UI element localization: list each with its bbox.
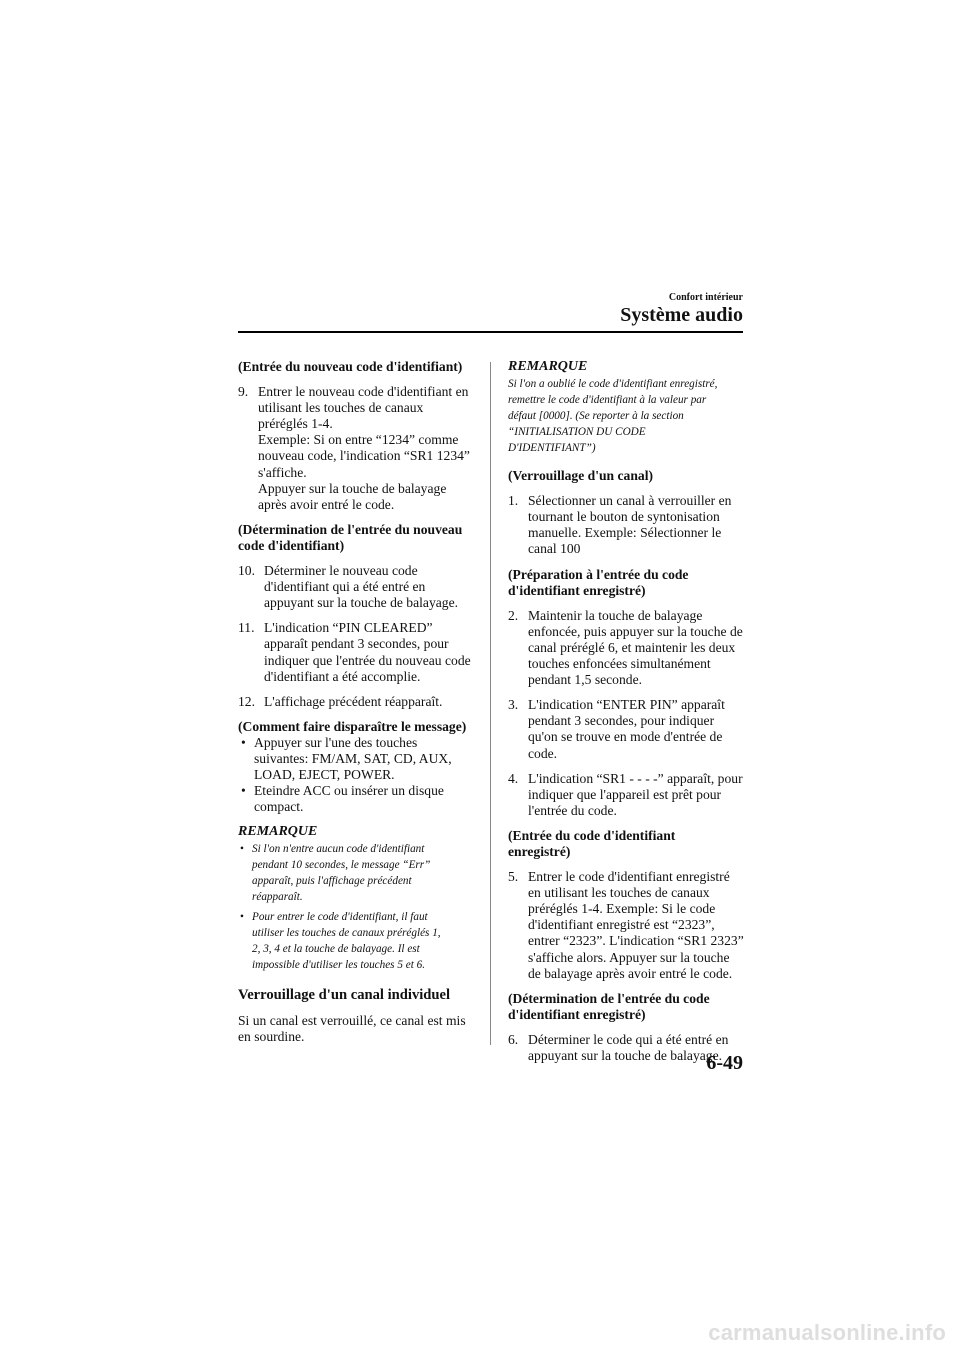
step-line: canal préréglé 6, et maintenir les deux [528, 639, 736, 655]
step-line: appuyant sur la touche de balayage. [264, 595, 459, 611]
bullet-line: compact. [254, 799, 304, 815]
step-line: indiquer que l'appareil est prêt pour [528, 786, 722, 802]
step-number: 9. [238, 384, 249, 400]
step-4 [508, 771, 744, 819]
paragraph-lock [238, 1013, 478, 1045]
heading-disappear: (Comment faire disparaître le message) [238, 718, 467, 734]
page-number: 6-49 [706, 1052, 743, 1074]
note-title: REMARQUE [508, 359, 588, 374]
step-number: 4. [508, 770, 519, 786]
step-line: apparaît pendant 3 secondes, pour [264, 636, 449, 652]
heading-line: d'identifiant enregistré) [508, 582, 646, 598]
step-line: appuyant sur la touche de balayage. [528, 1048, 723, 1063]
column-divider [490, 362, 491, 1045]
step-line: L'affichage précédent réapparaît. [264, 693, 443, 709]
watermark: carmanualsonline.info [708, 1320, 946, 1345]
heading-lock-individual: Verrouillage d'un canal individuel [238, 987, 451, 1004]
note-line: Si l'on n'entre aucun code d'identifiant [252, 843, 425, 856]
right-column [508, 359, 744, 1073]
step-line: indiquer que l'entrée du nouveau code [264, 652, 471, 668]
step-line: L'indication “PIN CLEARED” [264, 620, 433, 636]
heading-line: (Détermination de l'entrée du nouveau [238, 521, 463, 537]
page-title: Système audio [620, 304, 743, 326]
note-box [238, 841, 478, 973]
heading-line: (Détermination de l'entrée du code [508, 990, 710, 1006]
heading-lock: (Verrouillage d'un canal) [508, 468, 654, 484]
step-5 [508, 869, 744, 982]
bullet-icon: • [241, 734, 246, 750]
note-box [508, 376, 744, 456]
step-line: canal 100 [528, 541, 581, 557]
heading-new-code: (Entrée du nouveau code d'identifiant) [238, 359, 463, 374]
step-line: Sélectionner un canal à verrouiller en [528, 493, 732, 509]
heading-determination-registered [508, 991, 744, 1023]
note-line: apparaît, puis l'affichage précédent [252, 875, 412, 888]
step-line: L'indication “SR1 - - - -” apparaît, pour [528, 770, 743, 786]
step-12 [238, 694, 478, 710]
note-line: impossible d'utiliser les touches 5 et 6. [252, 959, 425, 972]
step-line: Entrer le code d'identifiant enregistré [528, 869, 730, 885]
step-number: 3. [508, 697, 519, 713]
list-item [238, 735, 478, 783]
step-line: Maintenir la touche de balayage [528, 607, 703, 623]
header-rule [238, 331, 743, 333]
paragraph-line: en sourdine. [238, 1028, 305, 1044]
step-number: 6. [508, 1031, 519, 1047]
step-line: Appuyer sur la touche de balayage [258, 480, 447, 496]
step-line: Déterminer le code qui a été entré en [528, 1031, 729, 1047]
step-10 [238, 563, 478, 611]
bullet-line: LOAD, EJECT, POWER. [254, 767, 395, 783]
step-line: pendant 3 secondes, pour indiquer [528, 713, 715, 729]
bullet-line: suivantes: FM/AM, SAT, CD, AUX, [254, 750, 452, 766]
step-number: 12. [238, 693, 255, 709]
step-line: nouveau code, l'indication “SR1 1234” [258, 448, 470, 464]
step-1 [508, 493, 744, 557]
note-line: utiliser les touches de canaux préréglés 1, [252, 927, 441, 940]
step-number: 5. [508, 869, 519, 885]
bullet-icon: • [240, 911, 244, 924]
note-line: Si l'on a oublié le code d'identifiant enregistré, [508, 378, 718, 391]
paragraph-line: Si un canal est verrouillé, ce canal est mis [238, 1012, 466, 1028]
step-line: Entrer le nouveau code d'identifiant en [258, 384, 469, 400]
note-line: 2, 3, 4 et la touche de balayage. Il est [252, 943, 420, 956]
left-column [238, 359, 478, 1054]
step-line: s'affiche alors. Appuyer sur la touche [528, 949, 730, 965]
step-line: Déterminer le nouveau code [264, 563, 418, 579]
step-line: enfoncée, puis appuyer sur la touche de [528, 623, 743, 639]
bullet-icon: • [240, 843, 244, 856]
step-line: l'entrée du code. [528, 802, 617, 818]
step-line: préréglés 1-4. [258, 416, 333, 432]
step-line: après avoir entré le code. [258, 496, 395, 512]
step-line: manuelle. Exemple: Sélectionner le [528, 525, 722, 541]
step-line: qu'on se trouve en mode d'entrée de [528, 729, 723, 745]
note-item [238, 909, 478, 973]
heading-line: code d'identifiant) [238, 537, 345, 553]
heading-preparation [508, 567, 744, 599]
bullet-line: Eteindre ACC ou insérer un disque [254, 783, 444, 799]
heading-entry [508, 828, 744, 860]
step-line: en utilisant les touches de canaux [528, 885, 710, 901]
step-line: L'indication “ENTER PIN” apparaît [528, 697, 725, 713]
heading-line: d'identifiant enregistré) [508, 1006, 646, 1022]
note-line: remettre le code d'identifiant à la valeur par [508, 394, 707, 407]
step-line: code. [528, 745, 558, 761]
note-line: Pour entrer le code d'identifiant, il faut [252, 911, 428, 924]
bullet-line: Appuyer sur l'une des touches [254, 734, 418, 750]
step-11 [238, 620, 478, 684]
note-line: D'IDENTIFIANT”) [508, 442, 596, 455]
heading-line: (Préparation à l'entrée du code [508, 566, 689, 582]
step-line: s'affiche. [258, 464, 307, 480]
note-title: REMARQUE [238, 824, 318, 840]
step-3 [508, 697, 744, 761]
step-line: pendant 1,5 seconde. [528, 672, 643, 688]
step-line: entrer “2323”. L'indication “SR1 2323” [528, 933, 744, 949]
step-2 [508, 608, 744, 688]
step-line: préréglés 1-4. Exemple: Si le code [528, 901, 716, 917]
step-line: d'identifiant enregistré est “2323”, [528, 917, 715, 933]
step-line: d'identifiant qui a été entré en [264, 579, 426, 595]
note-line: réapparaît. [252, 891, 303, 904]
step-line: d'identifiant a été accomplie. [264, 668, 421, 684]
note-line: “INITIALISATION DU CODE [508, 426, 646, 439]
step-number: 2. [508, 607, 519, 623]
heading-line: enregistré) [508, 843, 571, 859]
step-number: 10. [238, 563, 255, 579]
bullet-icon: • [241, 783, 246, 799]
step-line: Exemple: Si on entre “1234” comme [258, 432, 459, 448]
step-9 [238, 384, 478, 513]
note-line: défaut [0000]. (Se reporter à la section [508, 410, 684, 423]
note-item [238, 841, 478, 905]
section-label: Confort intérieur [668, 292, 743, 303]
note-line: pendant 10 secondes, le message “Err” [252, 859, 431, 872]
bullet-list [238, 735, 478, 815]
step-number: 11. [238, 620, 255, 636]
step-line: touches enfoncées simultanément [528, 656, 711, 672]
step-line: de balayage après avoir entré le code. [528, 965, 733, 981]
heading-line: (Entrée du code d'identifiant [508, 827, 676, 843]
list-item [238, 783, 478, 815]
step-line: tournant le bouton de syntonisation [528, 509, 720, 525]
step-line: utilisant les touches de canaux [258, 400, 424, 416]
step-number: 1. [508, 493, 519, 509]
heading-determination [238, 522, 478, 554]
